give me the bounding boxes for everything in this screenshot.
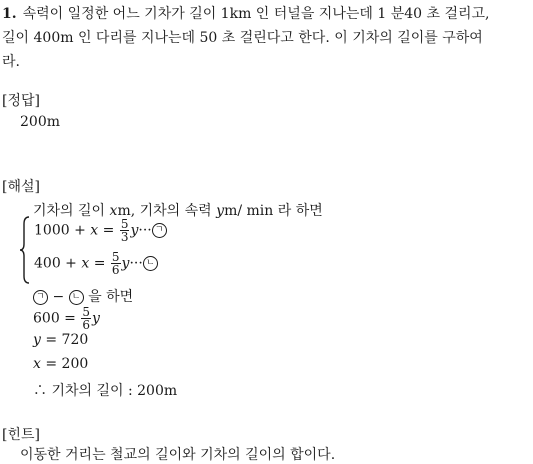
fraction-5-3: $\frac{5}{3}$ [120,217,129,244]
solution-header: [해설] [2,179,40,195]
hint-text: 이동한 거리는 철교의 길이와 기차의 길이의 합이다. [20,447,336,463]
equation-2: 400 + x = $\frac{5}{6}$ y··· ㄴ [34,251,158,276]
circled-nieun-icon: ㄴ [69,290,84,305]
step-y: y = 720 [33,332,89,348]
answer-header: [정답] [2,93,40,109]
equation-1: 1000 + x = $\frac{5}{3}$ y··· ㄱ [34,218,167,243]
fraction-5-6: $\frac{5}{6}$ [82,305,90,332]
problem-line-3: 라. [2,54,20,70]
step-600: 600 = $\frac{5}{6}$ y [33,305,100,332]
fraction-5-6: $\frac{5}{6}$ [111,250,120,277]
problem-line-1: 1. 속력이 일정한 어느 기차가 길이 1km 인 터널을 지나는데 1 분40 초 걸리고, [2,6,490,22]
subtract-step: ㄱ − ㄴ 을 하면 [33,286,133,306]
circled-nieun-icon: ㄴ [143,256,158,271]
problem-number: 1. [2,6,17,22]
circled-giyeok-icon: ㄱ [152,223,167,238]
system-brace [20,216,30,284]
step-x: x = 200 [33,356,89,372]
solution-conclusion: ∴ 기차의 길이 : 200m [33,383,178,399]
problem-line-2: 길이 400m 인 다리를 지나는데 50 초 걸린다고 한다. 이 기차의 길이를 구하여 [2,30,483,46]
solution-intro: 기차의 길이 xm, 기차의 속력 ym/ min 라 하면 [33,203,323,219]
problem-statement [2,2,532,74]
answer-value: 200m [20,114,60,130]
circled-giyeok-icon: ㄱ [33,290,48,305]
hint-header: [힌트] [2,427,40,443]
